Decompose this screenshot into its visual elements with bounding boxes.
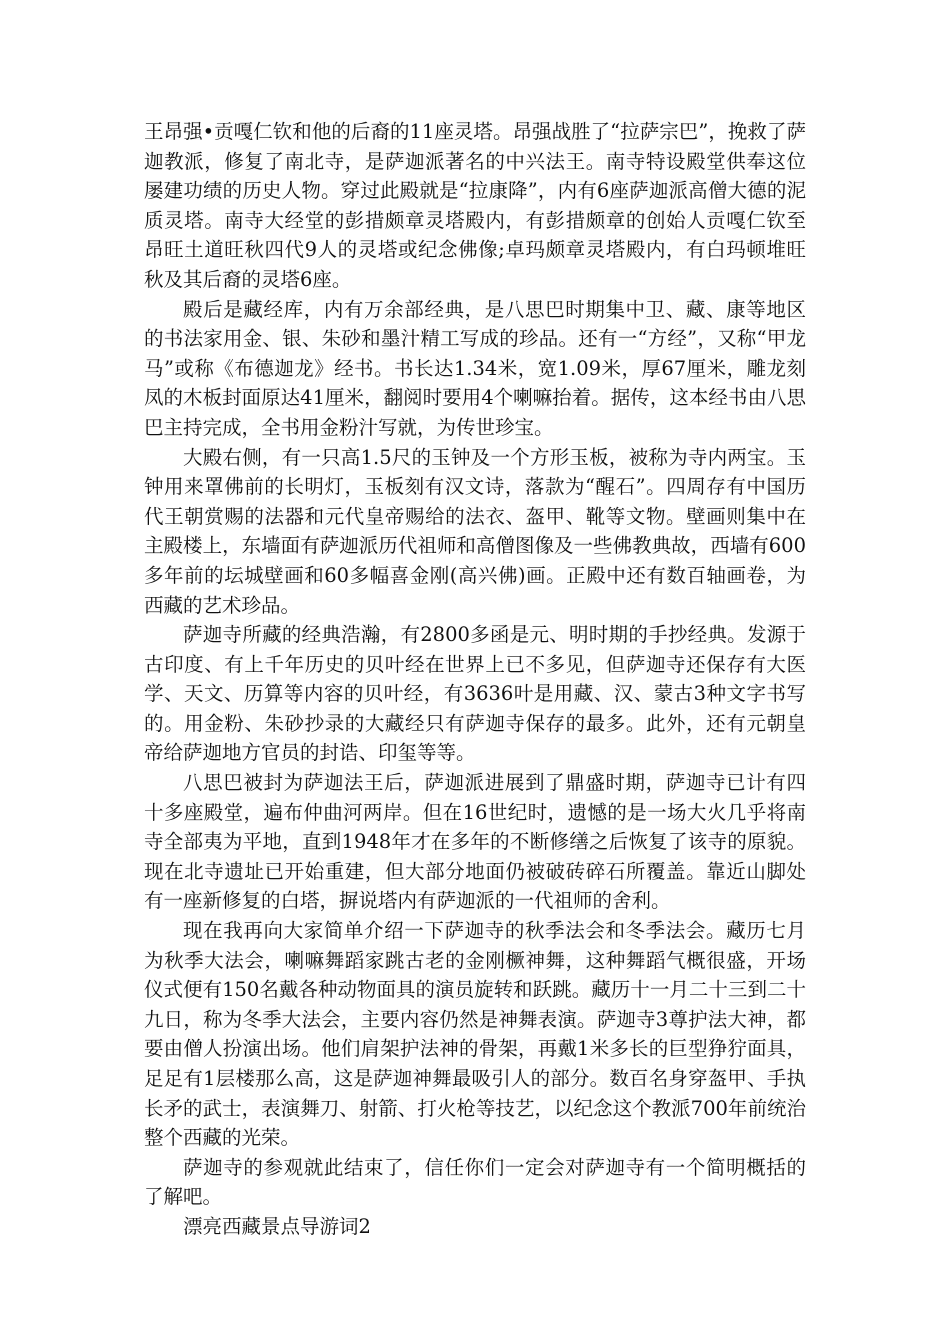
paragraph-history: 八思巴被封为萨迦法王后，萨迦派进展到了鼎盛时期，萨迦寺已计有四十多座殿堂，遍布仲曲河两岸。但在16世纪时，遗憾的是一场大火几乎将南寺全部夷为平地，直到1948年才在多年的不断修缮之后恢复了该寺的原貌。现在北寺遗址已开始重建，但大部分地面仍被破砖碎石所覆盖。靠近山脚处有一座新修复的白塔，摒说塔内有萨迦派的一代祖师的舍利。 <box>144 771 806 913</box>
paragraph-scripture-library: 殿后是藏经库，内有万余部经典，是八思巴时期集中卫、藏、康等地区的书法家用金、银、朱砂和墨汁精工写成的珍品。还有一“方经”，又称“甲龙马”或称《布德迦龙》经书。书长达1.34米，宽1.09米，厚67厘米，雕龙刻凤的木板封面原达41厘米，翻阅时要用4个喇嘛抬着。据传，这本经书由八思巴主持完成，全书用金粉汁写就，为传世珍宝。 <box>144 297 806 439</box>
paragraph-conclusion: 萨迦寺的参观就此结束了，信任你们一定会对萨迦寺有一个简明概括的了解吧。 <box>144 1155 806 1209</box>
paragraph-jade-treasures: 大殿右侧，有一只高1.5尺的玉钟及一个方形玉板，被称为寺内两宝。玉钟用来罩佛前的长明灯，玉板刻有汉文诗，落款为“醒石”。四周存有中国历代王朝赏赐的法器和元代皇帝赐给的法衣、盔甲、靴等文物。壁画则集中在主殿楼上，东墙面有萨迦派历代祖师和高僧图像及一些佛教典故，西墙有600多年前的坛城壁画和60多幅喜金刚(高兴佛)画。正殿中还有数百轴画卷，为西藏的艺术珍品。 <box>144 445 806 617</box>
paragraph-sutra-collection: 萨迦寺所藏的经典浩瀚，有2800多函是元、明时期的手抄经典。发源于古印度、有上千年历史的贝叶经在世界上已不多见，但萨迦寺还保存有大医学、天文、历算等内容的贝叶经，有3636叶是用藏、汉、蒙古3种文字书写的。用金粉、朱砂抄录的大藏经只有萨迦寺保存的最多。此外，还有元朝皇帝给萨迦地方官员的封诰、印玺等等。 <box>144 623 806 765</box>
paragraph-continuation: 王昂强•贡嘎仁钦和他的后裔的11座灵塔。昂强战胜了“拉萨宗巴”，挽救了萨迦教派，修复了南北寺，是萨迦派著名的中兴法王。南寺特设殿堂供奉这位屡建功绩的历史人物。穿过此殿就是“拉康降”，内有6座萨迦派高僧大德的泥质灵塔。南寺大经堂的彭措颇章灵塔殿内，有彭措颇章的创始人贡嘎仁钦至昂旺土道旺秋四代9人的灵塔或纪念佛像;卓玛颇章灵塔殿内，有白玛顿堆旺秋及其后裔的灵塔6座。 <box>144 120 806 291</box>
paragraph-festivals: 现在我再向大家简单介绍一下萨迦寺的秋季法会和冬季法会。藏历七月为秋季大法会，喇嘛舞蹈家跳古老的金刚橛神舞，这种舞蹈气概很盛，开场仪式便有150名戴各种动物面具的演员旋转和跃跳。藏历十一月二十三到二十九日，称为冬季大法会，主要内容仍然是神舞表演。萨迦寺3尊护法大神，都要由僧人扮演出场。他们肩架护法神的骨架，再戴1米多长的巨型狰狞面具，足足有1层楼那么高，这是萨迦神舞最吸引人的部分。数百名身穿盔甲、手执长矛的武士，表演舞刀、射箭、打火枪等技艺，以纪念这个教派700年前统治整个西藏的光荣。 <box>144 919 806 1150</box>
document-body <box>144 117 806 1242</box>
section-heading: 漂亮西藏景点导游词2 <box>183 1214 371 1238</box>
